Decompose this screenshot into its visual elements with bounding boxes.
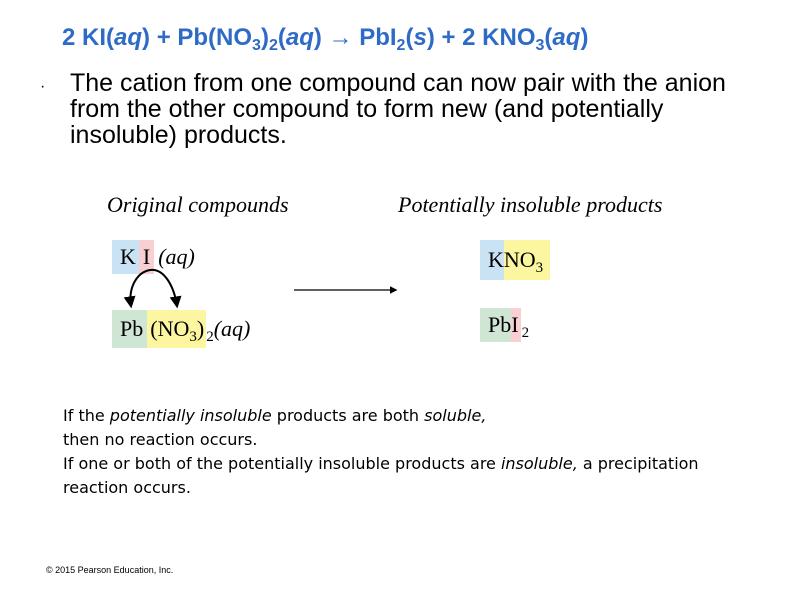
paren: ) [196,316,205,341]
eq-text: ) + Pb(NO [142,24,253,51]
eq-subscript: 3 [252,37,261,54]
state-label: (aq) [158,244,195,269]
note-text: a precipitation [577,454,699,473]
swap-arrow-curve [130,270,177,306]
eq-subscript: 3 [535,37,545,54]
subscript: 2 [521,325,530,341]
state-label: (aq) [213,316,251,341]
eq-text: ( [405,24,414,51]
eq-subscript: 2 [396,37,406,54]
eq-text: ( [277,24,286,51]
note-text: products are both [271,406,425,425]
eq-state: aq [552,24,581,51]
eq-text: ) → PbI [313,24,397,51]
eq-text: 2 KI( [62,24,115,51]
lead-ion: Pb [112,310,147,348]
potassium-ion: K [112,240,139,274]
eq-text: ) [580,24,589,51]
note-text: If the [63,406,110,425]
original-compounds-heading: Original compounds [107,192,289,217]
eq-subscript: 2 [268,37,278,54]
nitrate-formula: (NO [150,316,190,341]
bullet-text: The cation from one compound can now pair with the anion from the other compound to form new (and potentially insoluble) products. [70,69,726,149]
potassium-ion: K [480,240,504,280]
lead-ion: Pb [480,308,511,342]
eq-state: aq [114,24,143,51]
iodide-ion: I [511,308,520,342]
note-emphasis: potentially insoluble [109,406,272,425]
note-emphasis: insoluble, [500,454,578,473]
note-line: then no reaction occurs. [63,430,258,449]
copyright-notice: © 2015 Pearson Education, Inc. [46,565,174,575]
eq-state: aq [285,24,314,51]
iodide-ion: I [139,240,154,274]
note-line: reaction occurs. [63,478,191,497]
subscript: 3 [535,260,544,276]
note-line [63,452,699,476]
bullet-marker: · [40,78,46,95]
note-emphasis: soluble, [424,406,487,425]
eq-text: ) [260,24,269,51]
solubility-note [63,404,699,500]
eq-state: s [413,24,427,51]
note-text: If one or both of the potentially insoluble products are [63,454,501,473]
note-line [63,404,699,428]
eq-text: ) + 2 KNO [426,24,536,51]
subscript: 2 [206,329,214,345]
products-heading: Potentially insoluble products [398,192,663,217]
nitrate-formula: NO [503,247,536,272]
subscript: 3 [189,329,197,345]
eq-text: ( [544,24,553,51]
